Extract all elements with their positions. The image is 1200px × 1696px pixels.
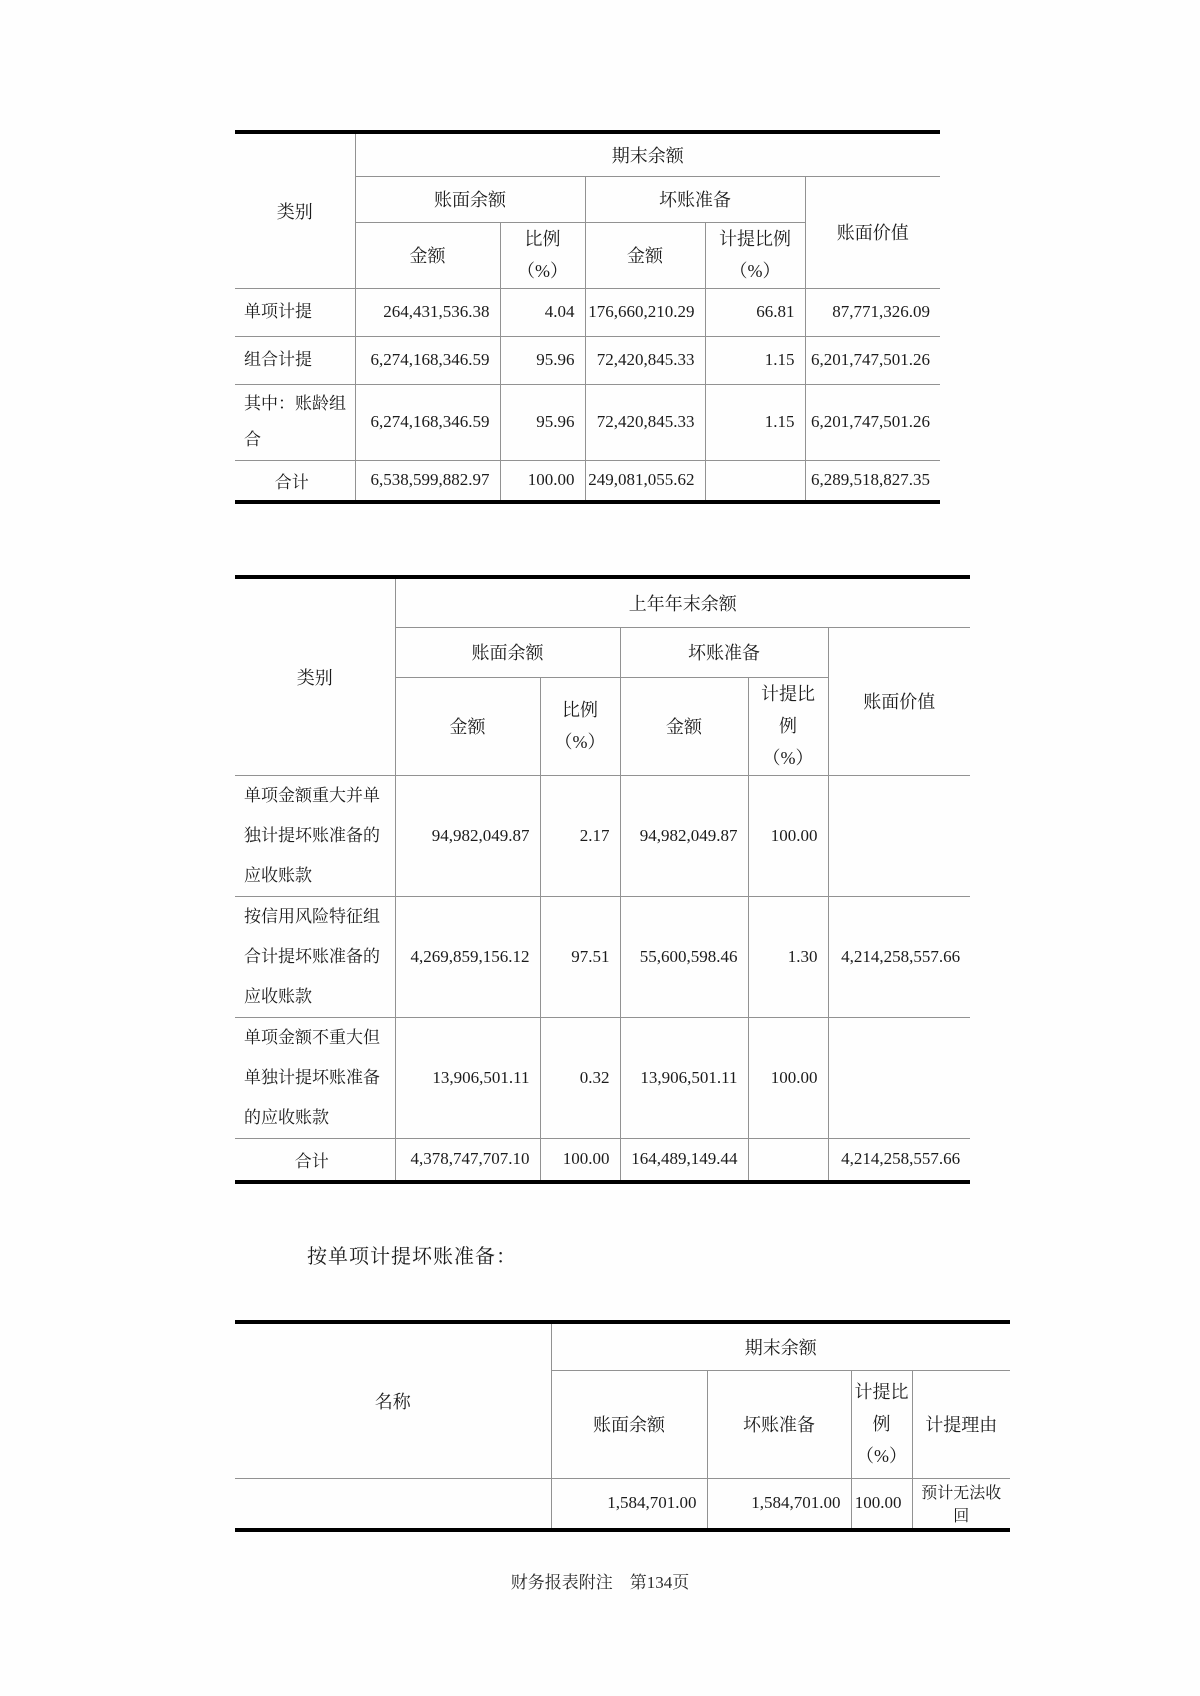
- t2-h-period-group: 上年年末余额: [395, 577, 970, 627]
- t1-cell-amount: 6,274,168,346.59: [355, 336, 500, 384]
- t2-cell-amount: 4,378,747,707.10: [395, 1138, 540, 1182]
- t2-cell-provision: 55,600,598.46: [620, 896, 748, 1017]
- t2-cell-ratio: 0.32: [540, 1017, 620, 1138]
- t2-cell-prov-ratio: [748, 1138, 828, 1182]
- t2-h-category: 类别: [235, 577, 395, 775]
- t1-h-ratio: [500, 222, 585, 288]
- t2-h-bad-debt: 坏账准备: [620, 627, 828, 677]
- t3-h-reason: 计提理由: [912, 1370, 1010, 1478]
- t2-cell-prov-ratio: 1.30: [748, 896, 828, 1017]
- t2-h-prov-ratio-line2: 例: [779, 716, 797, 736]
- t1-h-prov-ratio-line1: 计提比例: [719, 229, 791, 249]
- t2-h-ratio-line1: 比例: [562, 700, 598, 720]
- table-header-row: [235, 577, 970, 627]
- t3-h-name: 名称: [235, 1322, 551, 1478]
- t2-row-label: 单项金额不重大但单独计提坏账准备的应收账款: [235, 1017, 395, 1138]
- t1-cell-provision: 249,081,055.62: [585, 460, 705, 502]
- t2-h-amount1: 金额: [395, 677, 540, 775]
- table-row: [235, 336, 940, 384]
- t1-cell-prov-ratio: 66.81: [705, 288, 805, 336]
- table-header-row: [235, 132, 940, 176]
- t2-h-book-balance: 账面余额: [395, 627, 620, 677]
- t2-cell-ratio: 100.00: [540, 1138, 620, 1182]
- t1-h-prov-ratio: [705, 222, 805, 288]
- t2-cell-prov-ratio: 100.00: [748, 775, 828, 896]
- t3-cell-name: [235, 1478, 551, 1530]
- t1-cell-ratio: 95.96: [500, 336, 585, 384]
- section-title: 按单项计提坏账准备：: [307, 1246, 517, 1268]
- t2-cell-provision: 94,982,049.87: [620, 775, 748, 896]
- t3-cell-book-balance: 1,584,701.00: [551, 1478, 707, 1530]
- t3-h-prov-ratio-line1: 计提比: [854, 1382, 909, 1402]
- t2-cell-book-value: [828, 1017, 970, 1138]
- table-row: [235, 1017, 970, 1138]
- page-footer: 财务报表附注 第134页: [510, 1573, 690, 1592]
- t2-h-prov-ratio: [748, 677, 828, 775]
- t1-h-book-balance: 账面余额: [355, 176, 585, 222]
- t3-h-period-group: 期末余额: [551, 1322, 1010, 1370]
- t1-h-book-value: 账面价值: [805, 176, 940, 288]
- t2-h-ratio-line2: （%）: [554, 732, 606, 752]
- t3-cell-bad-debt: 1,584,701.00: [707, 1478, 851, 1530]
- t1-h-amount1: 金额: [355, 222, 500, 288]
- t2-row-label: 按信用风险特征组合计提坏账准备的应收账款: [235, 896, 395, 1017]
- table-header-row: [235, 1322, 1010, 1370]
- t1-cell-book-value: 87,771,326.09: [805, 288, 940, 336]
- t1-cell-book-value: 6,289,518,827.35: [805, 460, 940, 502]
- t2-cell-amount: 94,982,049.87: [395, 775, 540, 896]
- ending-balance-table: [235, 130, 940, 504]
- t1-cell-provision: 72,420,845.33: [585, 384, 705, 460]
- t3-h-prov-ratio: [851, 1370, 912, 1478]
- t1-cell-book-value: 6,201,747,501.26: [805, 384, 940, 460]
- t2-cell-ratio: 2.17: [540, 775, 620, 896]
- table-row: [235, 1478, 1010, 1530]
- t2-cell-book-value: [828, 775, 970, 896]
- t2-cell-book-value: 4,214,258,557.66: [828, 1138, 970, 1182]
- table-row: [235, 384, 940, 460]
- t2-cell-prov-ratio: 100.00: [748, 1017, 828, 1138]
- t1-cell-ratio: 100.00: [500, 460, 585, 502]
- t1-cell-amount: 6,538,599,882.97: [355, 460, 500, 502]
- t2-h-prov-ratio-line3: （%）: [762, 748, 814, 768]
- t2-cell-book-value: 4,214,258,557.66: [828, 896, 970, 1017]
- t2-h-ratio: [540, 677, 620, 775]
- t1-total-label: 合计: [235, 460, 355, 502]
- t1-h-amount2: 金额: [585, 222, 705, 288]
- t3-h-prov-ratio-line2: 例: [872, 1414, 891, 1434]
- table-row: [235, 288, 940, 336]
- table-total-row: [235, 1138, 970, 1182]
- t1-cell-prov-ratio: [705, 460, 805, 502]
- individual-provision-table: [235, 1320, 1010, 1532]
- t3-h-prov-ratio-line3: （%）: [856, 1446, 907, 1466]
- t2-cell-provision: 164,489,149.44: [620, 1138, 748, 1182]
- t1-cell-prov-ratio: 1.15: [705, 384, 805, 460]
- t1-row-label: 其中：账龄组合: [235, 384, 355, 460]
- t2-cell-amount: 4,269,859,156.12: [395, 896, 540, 1017]
- t1-h-period-group: 期末余额: [355, 132, 940, 176]
- t2-h-prov-ratio-line1: 计提比: [761, 684, 815, 704]
- t2-cell-amount: 13,906,501.11: [395, 1017, 540, 1138]
- t3-cell-prov-ratio: 100.00: [851, 1478, 912, 1530]
- t2-h-amount2: 金额: [620, 677, 748, 775]
- table-total-row: [235, 460, 940, 502]
- prior-year-balance-table: [235, 575, 970, 1184]
- t1-cell-provision: 72,420,845.33: [585, 336, 705, 384]
- t2-row-label: 单项金额重大并单独计提坏账准备的应收账款: [235, 775, 395, 896]
- t1-h-ratio-line2: （%）: [517, 261, 568, 281]
- t1-cell-book-value: 6,201,747,501.26: [805, 336, 940, 384]
- t2-cell-provision: 13,906,501.11: [620, 1017, 748, 1138]
- t1-h-prov-ratio-line2: （%）: [729, 261, 781, 281]
- t1-cell-provision: 176,660,210.29: [585, 288, 705, 336]
- t1-h-bad-debt: 坏账准备: [585, 176, 805, 222]
- t1-cell-prov-ratio: 1.15: [705, 336, 805, 384]
- t2-total-label: 合计: [235, 1138, 395, 1182]
- t1-h-category: 类别: [235, 132, 355, 288]
- t1-cell-amount: 264,431,536.38: [355, 288, 500, 336]
- t1-cell-ratio: 4.04: [500, 288, 585, 336]
- t1-h-ratio-line1: 比例: [524, 229, 561, 249]
- t1-row-label: 单项计提: [235, 288, 355, 336]
- t3-h-bad-debt: 坏账准备: [707, 1370, 851, 1478]
- t1-cell-amount: 6,274,168,346.59: [355, 384, 500, 460]
- t1-cell-ratio: 95.96: [500, 384, 585, 460]
- t1-row-label: 组合计提: [235, 336, 355, 384]
- t3-h-book-balance: 账面余额: [551, 1370, 707, 1478]
- t3-cell-reason: 预计无法收回: [912, 1478, 1010, 1530]
- table-row: [235, 896, 970, 1017]
- table-row: [235, 775, 970, 896]
- t2-h-book-value: 账面价值: [828, 627, 970, 775]
- t2-cell-ratio: 97.51: [540, 896, 620, 1017]
